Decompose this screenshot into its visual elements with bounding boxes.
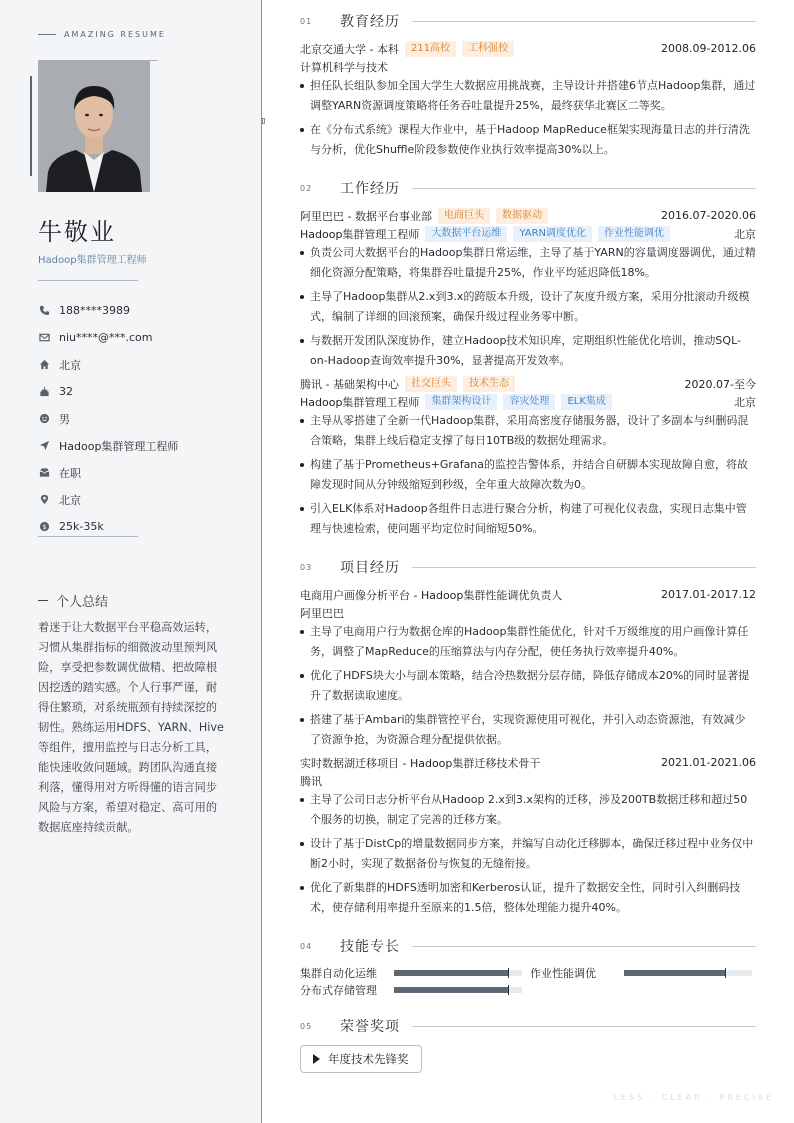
info-text: 北京: [59, 358, 81, 372]
project-org-row: [300, 772, 756, 789]
section-number: 02: [300, 183, 313, 193]
summary-title: [38, 591, 108, 610]
cake-icon: [38, 386, 50, 398]
list-item: 主导了公司日志分析平台从Hadoop 2.x到3.x架构的迁移，涉及200TB数据迁移和超过50个服务的切换，制定了完善的迁移方案。: [300, 790, 756, 830]
work-header-row: [300, 207, 756, 224]
section-rule: [412, 946, 756, 947]
list-item: 担任队长组队参加全国大学生大数据应用挑战赛，主导设计并搭建6节点Hadoop集群，通过调整YARN资源调度策略将任务吞吐量提升25%，最终获华北赛区二等奖。: [300, 76, 756, 116]
skill-item: [300, 982, 522, 998]
work-city: 北京: [734, 395, 756, 409]
skill-bar-tick: [508, 985, 509, 995]
work-company: 阿里巴巴 - 数据平台事业部: [300, 209, 432, 223]
project-name: 实时数据湖迁移项目 - Hadoop集群迁移技术骨干: [300, 756, 541, 770]
list-item: 在《分布式系统》课程大作业中，基于Hadoop MapReduce框架实现海量日志的并行清洗与分析，优化Shuffle阶段参数使作业执行效率提高30%以上。: [300, 120, 756, 160]
brand-text: AMAZING RESUME: [64, 30, 166, 39]
work-role: Hadoop集群管理工程师: [300, 227, 420, 241]
skill-bar-fill: [624, 970, 726, 976]
info-location: [38, 486, 178, 513]
section-rule: [412, 567, 756, 568]
avatar-illustration: [38, 60, 150, 192]
svg-text:$: $: [41, 522, 47, 531]
profile-name: 牛敬业: [38, 218, 116, 246]
info-text: 32: [59, 385, 73, 398]
summary-dash: [38, 600, 48, 601]
section-title: 教育经历: [340, 14, 400, 30]
tag: 集群架构设计: [425, 394, 497, 410]
section-awards-header: [300, 1016, 756, 1036]
work-city: 北京: [734, 227, 756, 241]
list-item: 搭建了基于Ambari的集群管控平台，实现资源使用可视化，并引入动态资源池，有效减少了资源争抢，为资源合理分配提供依据。: [300, 710, 756, 750]
footer-tagline: LESS · CLEAR · PRECISE: [613, 1093, 774, 1102]
brand: [38, 30, 166, 39]
list-item: 主导从零搭建了全新一代Hadoop集群，采用高密度存储服务器，设计了多副本与纠删码混合策略，集群上线后稳定支撑了每日10TB级的数据处理需求。: [300, 411, 756, 451]
work-bullets: [300, 411, 756, 543]
list-item: 引入ELK体系对Hadoop各组件日志进行聚合分析，构建了可视化仪表盘，实现日志集中管理与快速检索，使问题平均定位时间缩短50%。: [300, 499, 756, 539]
section-number: 03: [300, 562, 313, 572]
location-icon: [38, 494, 50, 506]
project-bullets: [300, 790, 756, 922]
mail-icon: [38, 332, 50, 344]
summary-text: 着迷于让大数据平台平稳高效运转，习惯从集群指标的细微波动里预判风险，享受把参数调优做精、把故障根因挖透的踏实感。个人行事严谨，耐得住繁琐，对系统瓶颈有持续深挖的韧性。熟练运用HDFS、YARN、Hive等组件，擅用监控与日志分析工具，能快速收敛问题域。跨团队沟通直接利落，懂得用对方听得懂的语言同步风险与方案，希望对稳定、高可用的数据底座持续贡献。: [38, 621, 224, 834]
project-header-row: [300, 586, 756, 603]
info-status: [38, 459, 178, 486]
section-skills-header: [300, 936, 756, 956]
education-header-row: [300, 40, 756, 57]
profile-divider: [38, 280, 138, 281]
salary-icon: [38, 521, 50, 533]
tag: 大数据平台运维: [425, 226, 507, 242]
project-date: 2021.01-2021.06: [661, 756, 756, 769]
section-title: 技能专长: [340, 939, 400, 955]
work-role: Hadoop集群管理工程师: [300, 395, 420, 409]
tag: 电商巨头: [438, 208, 490, 224]
skill-bar-tick: [725, 968, 726, 978]
work-bullets: [300, 243, 756, 375]
skill-bar-fill: [394, 970, 509, 976]
work-date: 2020.07-至今: [684, 377, 756, 391]
skill-item: [530, 965, 752, 981]
work-date: 2016.07-2020.06: [661, 209, 756, 222]
info-email: [38, 324, 178, 351]
info-phone: [38, 297, 178, 324]
info-text: Hadoop集群管理工程师: [59, 439, 179, 453]
project-bullets: [300, 622, 756, 754]
tag: 数据驱动: [496, 208, 548, 224]
section-number: 04: [300, 941, 313, 951]
info-text: niu****@***.com: [59, 331, 153, 344]
list-item: 负责公司大数据平台的Hadoop集群日常运维，主导了基于YARN的容量调度器调优，通过精细化资源分配策略，将集群吞吐量提升25%，作业平均延迟降低18%。: [300, 243, 756, 283]
section-number: 01: [300, 16, 313, 26]
section-rule: [412, 21, 756, 22]
section-education-header: [300, 11, 756, 31]
skill-item: [300, 965, 522, 981]
list-item: 构建了基于Prometheus+Grafana的监控告警体系，并结合自研脚本实现故障自愈，将故障发现时间从分钟级缩短到秒级，全年重大故障次数为0。: [300, 455, 756, 495]
education-date: 2008.09-2012.06: [661, 42, 756, 55]
sidebar: [0, 0, 262, 1123]
tag: 技术生态: [463, 376, 515, 392]
tag: 211高校: [405, 41, 456, 57]
project-date: 2017.01-2017.12: [661, 588, 756, 601]
home-icon: [38, 359, 50, 371]
photo-accent-line: [150, 60, 158, 61]
tag: 工科强校: [462, 41, 514, 57]
list-item: 设计了基于DistCp的增量数据同步方案，并编写自动化迁移脚本，确保迁移过程中业务仅中断2小时，实现了数据备份与恢复的无缝衔接。: [300, 834, 756, 874]
info-gender: [38, 405, 178, 432]
play-icon: [313, 1054, 320, 1064]
info-age: [38, 378, 178, 405]
work-role-row: [300, 393, 756, 410]
section-number: 05: [300, 1021, 313, 1031]
list-item: 优化了HDFS块大小与副本策略，结合冷热数据分层存储，降低存储成本20%的同时显著提升了数据读取速度。: [300, 666, 756, 706]
info-divider: [38, 536, 138, 537]
skill-bar: [394, 987, 522, 993]
info-city: [38, 351, 178, 378]
send-icon: [38, 440, 50, 452]
work-header-row: [300, 375, 756, 392]
section-rule: [412, 1026, 756, 1027]
tag: 作业性能调优: [598, 226, 670, 242]
education-school: 北京交通大学 - 本科: [300, 42, 399, 56]
info-text: 北京: [59, 493, 81, 507]
project-header-row: [300, 754, 756, 771]
skill-name: 作业性能调优: [530, 967, 596, 980]
profile-position: Hadoop集群管理工程师: [38, 255, 147, 266]
skill-bar: [624, 970, 752, 976]
skill-bar-fill: [394, 987, 509, 993]
phone-icon: [38, 305, 50, 317]
section-projects-header: [300, 557, 756, 577]
tag: 容灾处理: [503, 394, 555, 410]
skill-name: 集群自动化运维: [300, 967, 377, 980]
info-target-role: [38, 432, 178, 459]
tag: 社交巨头: [405, 376, 457, 392]
list-item: 主导了电商用户行为数据仓库的Hadoop集群性能优化，针对千万级维度的用户画像计算任务，调整了MapReduce的压缩算法与内存分配，使任务执行效率提升40%。: [300, 622, 756, 662]
award-button[interactable]: [300, 1045, 422, 1073]
info-text: 188****3989: [59, 304, 130, 317]
contact-info-list: [38, 297, 178, 540]
skill-bar-tick: [508, 968, 509, 978]
list-item: 主导了Hadoop集群从2.x到3.x的跨版本升级，设计了灰度升级方案，采用分批滚动升级模式，编制了详细的回滚预案，确保升级过程业务零中断。: [300, 287, 756, 327]
section-title: 工作经历: [340, 181, 400, 197]
section-title: 荣誉奖项: [340, 1019, 400, 1035]
education-bullets: [300, 76, 756, 164]
education-major-row: [300, 58, 756, 75]
skill-name: 分布式存储管理: [300, 984, 377, 997]
summary-title-text: 个人总结: [56, 595, 109, 610]
info-text: 男: [59, 412, 70, 426]
avatar: [38, 60, 150, 192]
timeline-marker: [262, 118, 265, 124]
project-org: 腾讯: [300, 774, 322, 788]
work-company: 腾讯 - 基础架构中心: [300, 377, 399, 391]
info-text: 在职: [59, 466, 81, 480]
info-text: 25k-35k: [59, 520, 104, 533]
section-title: 项目经历: [340, 560, 400, 576]
section-work-header: [300, 178, 756, 198]
smile-icon: [38, 413, 50, 425]
award-label: 年度技术先锋奖: [328, 1052, 409, 1066]
list-item: 优化了新集群的HDFS透明加密和Kerberos认证，提升了数据安全性，同时引入纠删码技术，使存储利用率提升至原来的1.5倍，整体处理能力提升40%。: [300, 878, 756, 918]
photo-accent-bar: [30, 76, 32, 176]
list-item: 与数据开发团队深度协作，建立Hadoop技术知识库，定期组织性能优化培训，推动SQL-on-Hadoop查询效率提升30%，显著提高开发效率。: [300, 331, 756, 371]
tag: ELK集成: [561, 394, 611, 410]
project-org: 阿里巴巴: [300, 606, 344, 620]
project-org-row: [300, 604, 756, 621]
tag: YARN调度优化: [513, 226, 592, 242]
skill-bar: [394, 970, 522, 976]
section-rule: [412, 188, 756, 189]
brand-line: [38, 34, 56, 35]
project-name: 电商用户画像分析平台 - Hadoop集群性能调优负责人: [300, 588, 563, 602]
work-role-row: [300, 225, 756, 242]
inbox-icon: [38, 467, 50, 479]
education-major: 计算机科学与技术: [300, 60, 388, 74]
